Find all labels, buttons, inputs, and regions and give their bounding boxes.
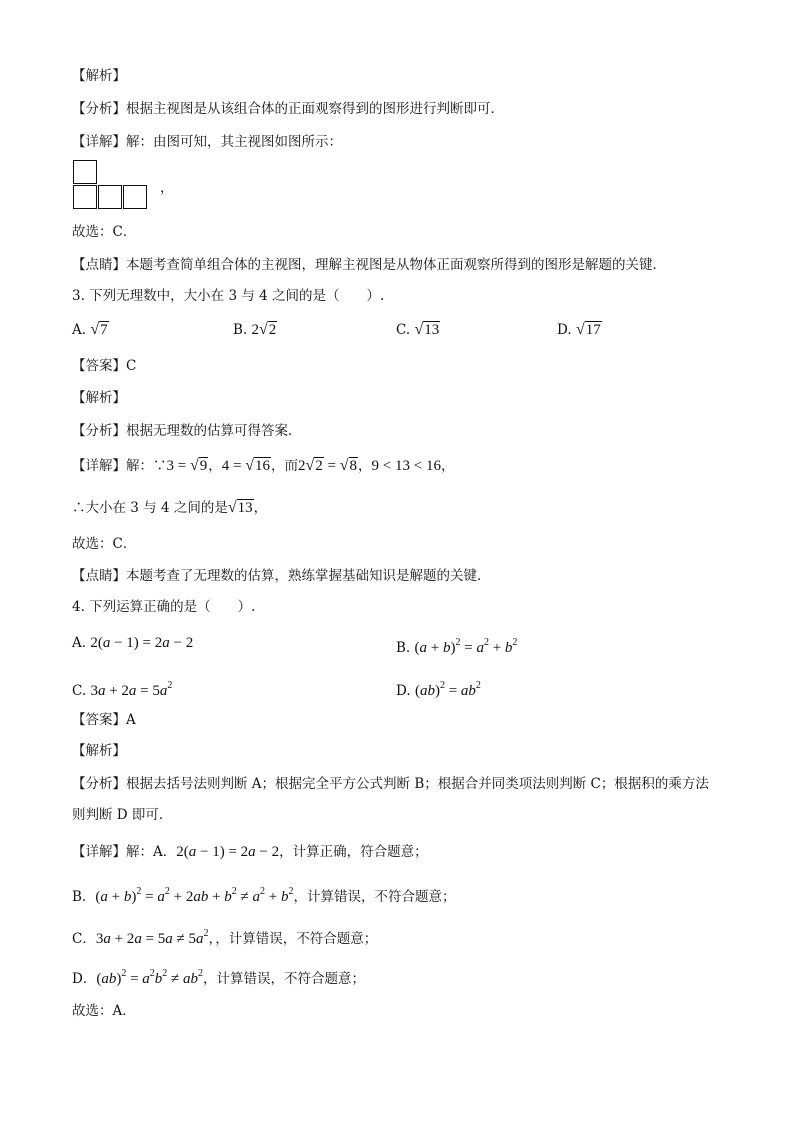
q2-xiangjie-tag: 【详解】 xyxy=(72,134,126,150)
q2-dianjing-text: 本题考查简单组合体的主视图，理解主视图是从物体正面观察所得到的图形是解题的关键． xyxy=(126,257,666,273)
q3-answer xyxy=(72,356,136,376)
q3-fenxi-tag: 【分析】 xyxy=(72,423,126,439)
q3-option-a-label: A. xyxy=(72,322,87,338)
q2-fenxi-text: 根据主视图是从该组合体的正面观察得到的图形进行判断即可． xyxy=(126,101,504,117)
front-view-diagram xyxy=(73,160,149,210)
q4-option-a-label: A. xyxy=(72,635,87,651)
q3-option-c-sqrt: √13 xyxy=(414,321,440,338)
q4-xiangjie-d: D．$(ab)^2 = a^2b^2 \ne ab^2$，计算错误，不符合题意； xyxy=(72,968,366,987)
q4-xiangjie-tag: 【详解】 xyxy=(72,844,126,860)
q3-jiexi-heading: 【解析】 xyxy=(72,390,126,406)
diagram-cell-bottom-3 xyxy=(123,185,147,209)
q3-option-b-sqrt: √2 xyxy=(259,321,277,338)
q4-option-c: C. $3a + 2a = 5a^2$ xyxy=(72,680,173,699)
q3-option-d-sqrt: √17 xyxy=(575,321,601,338)
q3-dianjing-tag: 【点睛】 xyxy=(72,568,126,584)
q3-xiangjie-prefix: 解：∵ xyxy=(126,458,167,474)
q2-dianjing xyxy=(72,255,666,275)
q4-jiexi-heading: 【解析】 xyxy=(72,743,126,759)
q4-xiangjie-b: B．$(a + b)^2 = a^2 + 2ab + b^2 \ne a^2 + b^2$，计算错误，不符合题意； xyxy=(72,886,456,905)
q4-option-d-label: D. xyxy=(396,683,411,699)
q4-fenxi-line-1 xyxy=(72,774,709,794)
q3-option-d xyxy=(557,320,602,340)
q3-dianjing xyxy=(72,566,491,586)
q3-dianjing-text: 本题考查了无理数的估算，熟练掌握基础知识是解题的关键． xyxy=(126,568,491,584)
q3-xiangjie-tag: 【详解】 xyxy=(72,458,126,474)
q3-fenxi xyxy=(72,421,302,441)
q4-c-label: C． xyxy=(72,931,96,947)
q2-dianjing-tag: 【点睛】 xyxy=(72,257,126,273)
q3-choice: 故选：C． xyxy=(72,536,137,552)
q3-therefore: ∴大小在 3 与 4 之间的是√13， xyxy=(72,499,268,516)
q4-answer-value: A xyxy=(126,712,136,728)
q2-diagram-comma: ， xyxy=(160,180,174,196)
q4-option-b-label: B. xyxy=(396,640,411,656)
q3-answer-value: C xyxy=(126,358,137,374)
q4-xiangjie-a: 【详解】解：A．2(a − 1) = 2a − 2，计算正确，符合题意； xyxy=(72,844,428,860)
q4-stem: 4. 下列运算正确的是（ ）. xyxy=(72,599,256,615)
q3-stem: 3. 下列无理数中，大小在 3 与 4 之间的是（ ）. xyxy=(72,288,385,304)
q2-xiangjie-text: 解：由图可知，其主视图如图所示： xyxy=(126,134,342,150)
q4-fenxi-tag: 【分析】 xyxy=(72,776,126,792)
q4-a-tail: ，计算正确，符合题意； xyxy=(279,844,428,860)
q4-option-c-label: C. xyxy=(72,683,87,699)
q2-fenxi xyxy=(72,99,504,119)
diagram-cell-bottom-1 xyxy=(73,185,97,209)
q2-choice: 故选：C． xyxy=(72,224,137,240)
q3-option-a-sqrt: √7 xyxy=(90,321,108,338)
q4-answer xyxy=(72,710,136,730)
q4-answer-tag: 【答案】 xyxy=(72,712,126,728)
q3-option-b-coef: 2 xyxy=(251,322,260,338)
q2-xiangjie xyxy=(72,132,342,152)
q4-fenxi-line-2: 则判断 D 即可． xyxy=(72,807,173,823)
q3-therefore-text: ∴大小在 3 与 4 之间的是 xyxy=(72,500,228,516)
q4-d-tail: ，计算错误，不符合题意； xyxy=(203,971,366,987)
q4-fenxi-text-1: 根据去括号法则判断 A；根据完全平方公式判断 B；根据合并同类项法则判断 C；根据积的乘方法 xyxy=(126,776,709,792)
q3-option-c-label: C. xyxy=(396,322,411,338)
q4-choice: 故选：A． xyxy=(72,1003,136,1019)
q3-option-b xyxy=(233,320,277,340)
q2-jiexi-heading: 【解析】 xyxy=(72,68,126,84)
q3-option-c xyxy=(396,320,440,340)
q4-option-b: B. $(a + b)^2 = a^2 + b^2$ xyxy=(396,637,518,656)
q3-option-a xyxy=(72,320,109,340)
q4-b-tail: ，计算错误，不符合题意； xyxy=(293,889,456,905)
q3-xiangjie: 【详解】解：∵3 = √9，4 = √16，而2√2 = √8，9 < 13 < 16， xyxy=(72,457,455,474)
q3-answer-tag: 【答案】 xyxy=(72,358,126,374)
q4-b-label: B． xyxy=(72,889,96,905)
q3-fenxi-text: 根据无理数的估算可得答案． xyxy=(126,423,302,439)
q4-xiangjie-prefix: 解：A． xyxy=(126,844,177,860)
diagram-cell-top xyxy=(73,160,97,184)
q3-option-b-label: B. xyxy=(233,322,248,338)
q4-xiangjie-c: C．$3a + 2a = 5a \ne 5a^2$，，计算错误，不符合题意； xyxy=(72,928,378,947)
q4-option-a: A. 2(a − 1) = 2a − 2 xyxy=(72,635,194,651)
q4-d-label: D． xyxy=(72,971,97,987)
q4-option-d: D. $(ab)^2 = ab^2$ xyxy=(396,680,481,699)
q4-c-tail: ，，计算错误，不符合题意； xyxy=(208,931,378,947)
q2-fenxi-tag: 【分析】 xyxy=(72,101,126,117)
q3-option-d-label: D. xyxy=(557,322,572,338)
diagram-cell-bottom-2 xyxy=(98,185,122,209)
